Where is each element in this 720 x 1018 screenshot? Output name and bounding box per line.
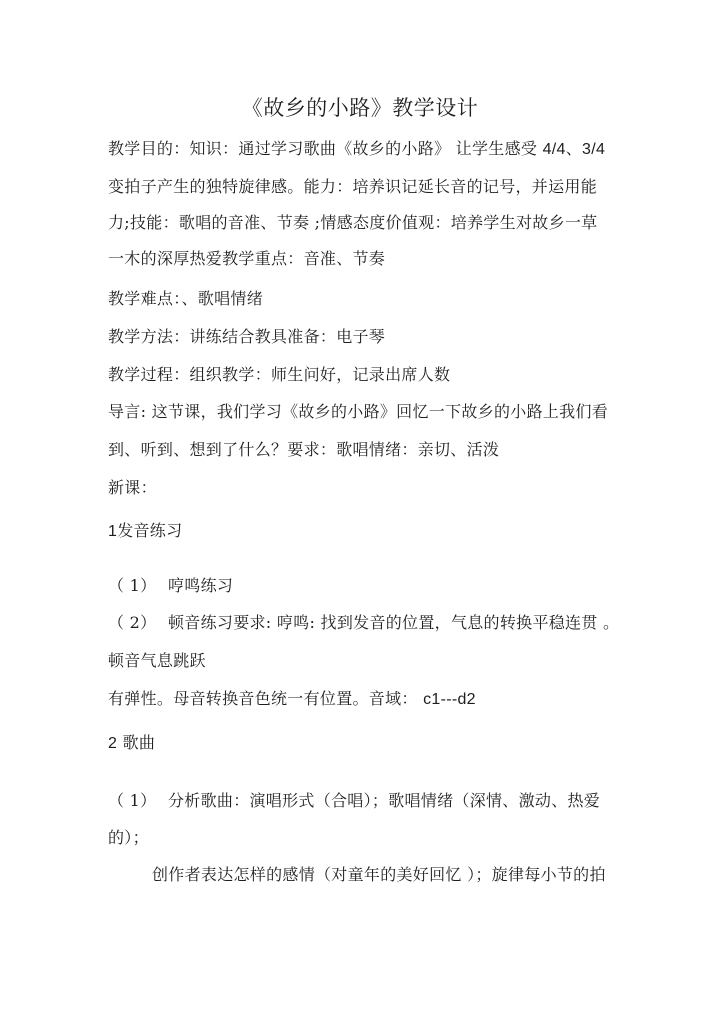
text-line-4: 一木的深厚热爱教学重点：音准、节奏 [108, 249, 386, 268]
section-title-2: 歌曲 [117, 733, 156, 752]
text-line-new-lesson: 新课： [108, 478, 157, 497]
text-line-staccato: 顿音气息跳跃 [108, 651, 206, 670]
list-item-3 [108, 790, 600, 812]
text-line-intro: 导言: 这节课，我们学习《故乡的小路》回忆一下故乡的小路上我们看 [108, 402, 609, 421]
text-line-range [108, 688, 476, 711]
objectives-text: 教学目的：知识：通过学习歌曲《故乡的小路》 让学生感受 [108, 139, 543, 158]
text-line-intro-2: 到、听到、想到了什么？要求：歌唱情绪：亲切、活泼 [108, 440, 500, 459]
document-title: 《故乡的小路》教学设计 [241, 96, 479, 120]
range-value: c1---d2 [423, 691, 476, 708]
section-heading-2 [108, 732, 155, 755]
range-text: 有弹性。母音转换音色统一有位置。音域： [108, 689, 424, 708]
list-item-2 [108, 612, 619, 634]
list-item-1 [108, 575, 233, 597]
text-line-objectives [108, 138, 605, 161]
list-item-2-number: （ 2） [108, 613, 157, 632]
time-signature-text: 4/4、3/4 [542, 141, 606, 158]
list-item-2-text: 顿音练习要求: 哼鸣: 找到发音的位置，气息的转换平稳连贯 。 [168, 613, 620, 632]
text-line-3: 力;技能：歌唱的音准、节奏 ;情感态度价值观：培养学生对故乡一草 [108, 213, 598, 232]
list-item-1-text: 哼鸣练习 [168, 576, 234, 595]
list-item-3-number: （ 1） [108, 791, 157, 810]
section-title-1: 发音练习 [117, 521, 183, 540]
text-line-method: 教学方法：讲练结合教具准备：电子琴 [108, 327, 386, 346]
text-line-process: 教学过程：组织教学：师生问好，记录出席人数 [108, 365, 451, 384]
text-line-emotion-end: 的）； [108, 828, 149, 847]
list-item-3-text: 分析歌曲：演唱形式（合唱）；歌唱情绪（深情、激动、热爱 [168, 791, 601, 810]
text-line-2: 变拍子产生的独特旋律感。能力：培养识记延长音的记号，并运用能 [108, 177, 598, 196]
list-item-1-number: （ 1） [108, 576, 157, 595]
text-line-composer: 创作者表达怎样的感情（对童年的美好回忆 ）；旋律每小节的拍 [152, 865, 606, 884]
section-number-2: 2 [108, 735, 118, 752]
section-heading-1 [108, 520, 182, 543]
section-number-1: 1 [108, 523, 118, 540]
text-line-difficulty: 教学难点：、歌唱情绪 [108, 289, 264, 308]
